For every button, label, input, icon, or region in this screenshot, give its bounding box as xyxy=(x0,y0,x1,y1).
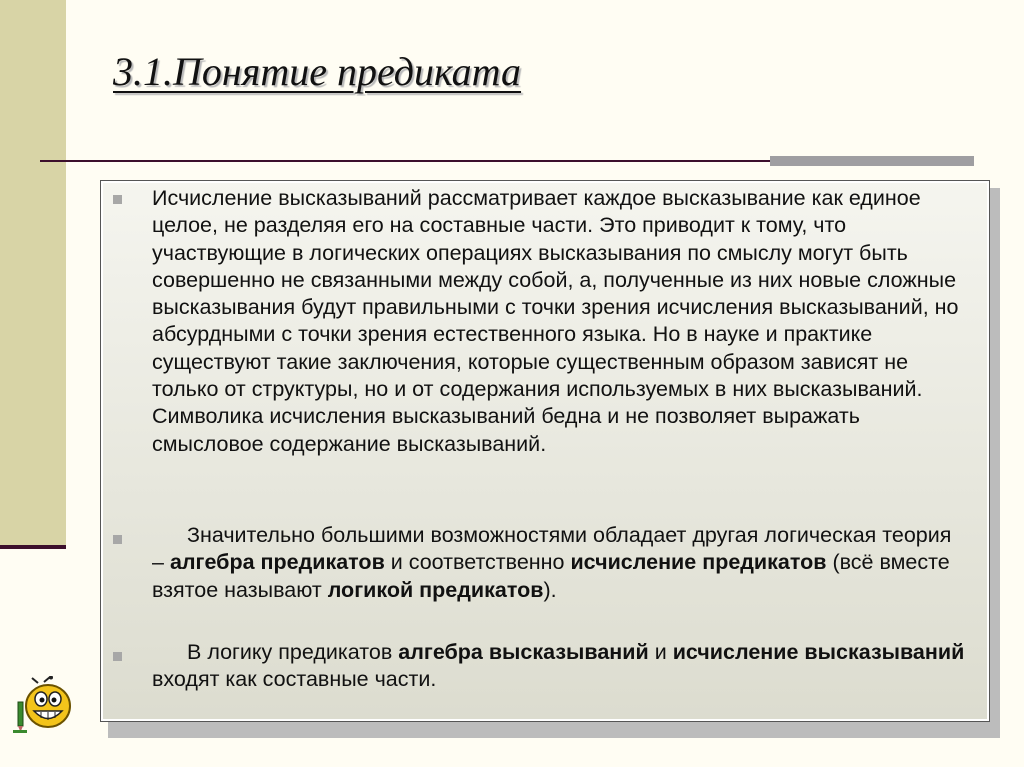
term-predicate-algebra: алгебра предикатов xyxy=(169,550,385,575)
paragraph-3-text-2: и xyxy=(648,640,673,664)
slide-title: 3.1.Понятие предиката xyxy=(113,49,522,94)
paragraph-3 xyxy=(152,639,967,694)
square-bullet-icon xyxy=(113,195,122,204)
term-propositional-algebra: алгебра высказываний xyxy=(398,640,649,664)
paragraph-2-text-2: и соответственно xyxy=(384,550,571,575)
square-bullet-icon xyxy=(113,652,122,661)
left-accent-band xyxy=(0,0,66,548)
left-band-rule xyxy=(0,545,66,549)
paragraph-2 xyxy=(152,522,967,604)
smiley-face-icon xyxy=(12,676,72,736)
term-predicate-logic: логикой предикатов xyxy=(327,577,544,602)
term-propositional-calculus: исчисление высказываний xyxy=(672,640,965,664)
square-bullet-icon xyxy=(113,535,122,544)
paragraph-2-text-1: Значительно большими возможностями обладает другая логическая теория – xyxy=(152,523,952,575)
paragraph-1: Исчисление высказываний рассматривает каждое высказывание как единое целое, не разделяя его на составные части. Это приводит к тому, что участвующие в логических операциях высказывания по смыслу могут быть совершенно не связанными между собой, а, полученные из них новые сложные высказывания будут правильными с точки зрения исчисления высказываний, но абсурдными с точки зрения естественного языка. Но в науке и практике существуют такие заключения, которые существенным образом зависят не только от структуры, но и от содержания используемых в них высказываний. Символика исчисления высказываний бедна и не позволяет выражать смысловое содержание высказываний. xyxy=(152,186,959,456)
paragraph-3-text-3: входят как составные части. xyxy=(152,667,437,692)
title-divider-block xyxy=(770,156,974,166)
paragraph-2-text-3: (всё вместе взятое называют xyxy=(152,550,950,602)
term-predicate-calculus: исчисление предикатов xyxy=(570,550,827,575)
paragraph-2-text-4: ). xyxy=(543,577,557,602)
content-box xyxy=(100,180,990,722)
paragraph-3-text-1: В логику предикатов xyxy=(187,640,399,664)
